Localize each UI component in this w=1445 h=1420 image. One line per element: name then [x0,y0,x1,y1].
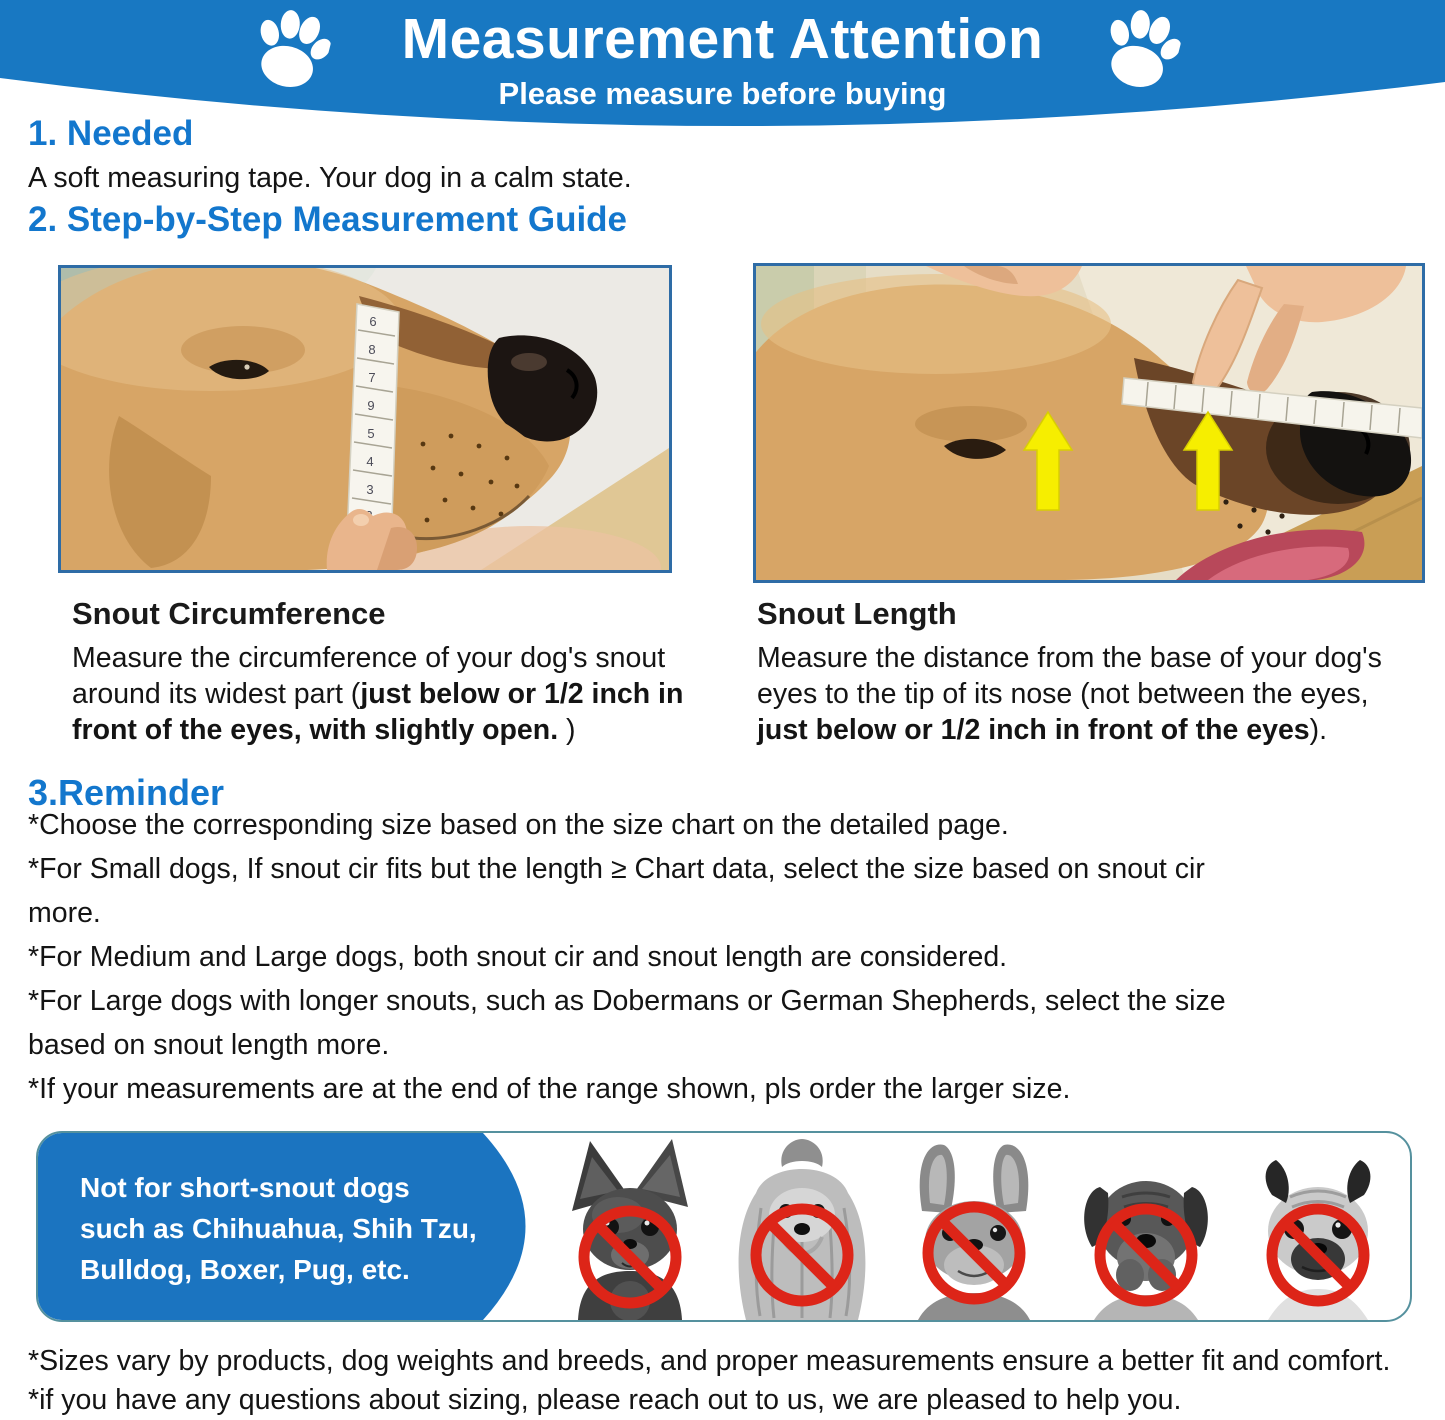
caption-line [757,676,1382,712]
photo-snout-length [753,263,1425,583]
dog-french-bulldog [888,1133,1060,1320]
notice-text [80,1167,477,1290]
caption-text-bold: front of the eyes, with slightly open. [72,714,559,746]
photo-snout-circumference [58,265,672,573]
caption-snout-circumference [72,596,683,748]
caption-text-bold: just below or 1/2 inch in front of the eyes [757,714,1310,746]
tape-digit: 4 [366,454,374,469]
caption-title: Snout Length [757,596,957,631]
not-for-short-snout-notice [36,1131,1412,1322]
caption-line [757,640,1382,676]
section-heading-reminder: 3.Reminder [28,772,225,813]
caption-text: ) [558,714,576,746]
caption-text: eyes to the tip of its nose (not between the eyes, [757,678,1369,710]
reminder-line: *Choose the corresponding size based on the size chart on the detailed page. [28,809,1009,841]
section-heading-needed: 1. Needed [28,114,194,153]
snout-length-illustration [756,266,1422,580]
footer-notes [28,1342,1390,1420]
tape-digit: 8 [368,342,376,357]
caption-line [757,712,1382,748]
notice-line: Not for short-snout dogs [80,1172,410,1203]
tape-digit: 9 [367,398,375,413]
reminder-list [28,803,1226,1111]
caption-line [72,676,683,712]
reminder-line: *For Large dogs with longer snouts, such as Dobermans or German Shepherds, select the size [28,985,1226,1017]
needed-body-text: A soft measuring tape. Your dog in a calm state. [28,162,632,194]
page-title: Measurement Attention [401,7,1044,71]
tape-digit: 6 [369,314,377,329]
caption-text-bold: just below or 1/2 inch in [360,678,684,710]
caption-line [72,712,683,748]
notice-line: Bulldog, Boxer, Pug, etc. [80,1254,410,1285]
reminder-line: more. [28,897,101,929]
caption-line [72,640,683,676]
footer-line: *if you have any questions about sizing, please reach out to us, we are pleased to help you. [28,1384,1182,1416]
reminder-line: *For Small dogs, If snout cir fits but the length ≥ Chart data, select the size based on snout cir [28,853,1205,885]
snout-circumference-illustration [61,268,669,570]
caption-title: Snout Circumference [72,596,386,631]
dog-chihuahua [544,1133,716,1320]
reminder-line: *For Medium and Large dogs, both snout cir and snout length are considered. [28,941,1008,973]
footer-line: *Sizes vary by products, dog weights and breeds, and proper measurements ensure a better fit and comfort. [28,1345,1391,1377]
tape-digit: 3 [366,482,374,497]
caption-text: Measure the circumference of your dog's snout [72,642,666,674]
tape-digit: 7 [368,370,376,385]
notice-line: such as Chihuahua, Shih Tzu, [80,1213,477,1244]
dog-boxer-mastiff [1060,1133,1232,1320]
tape-digit: 5 [367,426,375,441]
dog-pug [1232,1133,1404,1320]
section-heading-guide: 2. Step-by-Step Measurement Guide [28,200,628,239]
reminder-line: based on snout length more. [28,1029,390,1061]
reminder-line: *If your measurements are at the end of the range shown, pls order the larger size. [28,1073,1071,1105]
caption-snout-length [757,596,1382,748]
dog-shih-tzu [716,1133,888,1320]
caption-text: ). [1309,714,1328,746]
page-subtitle: Please measure before buying [498,76,947,111]
caption-text: Measure the distance from the base of your dog's [757,642,1382,674]
caption-text: around its widest part ( [72,678,361,710]
